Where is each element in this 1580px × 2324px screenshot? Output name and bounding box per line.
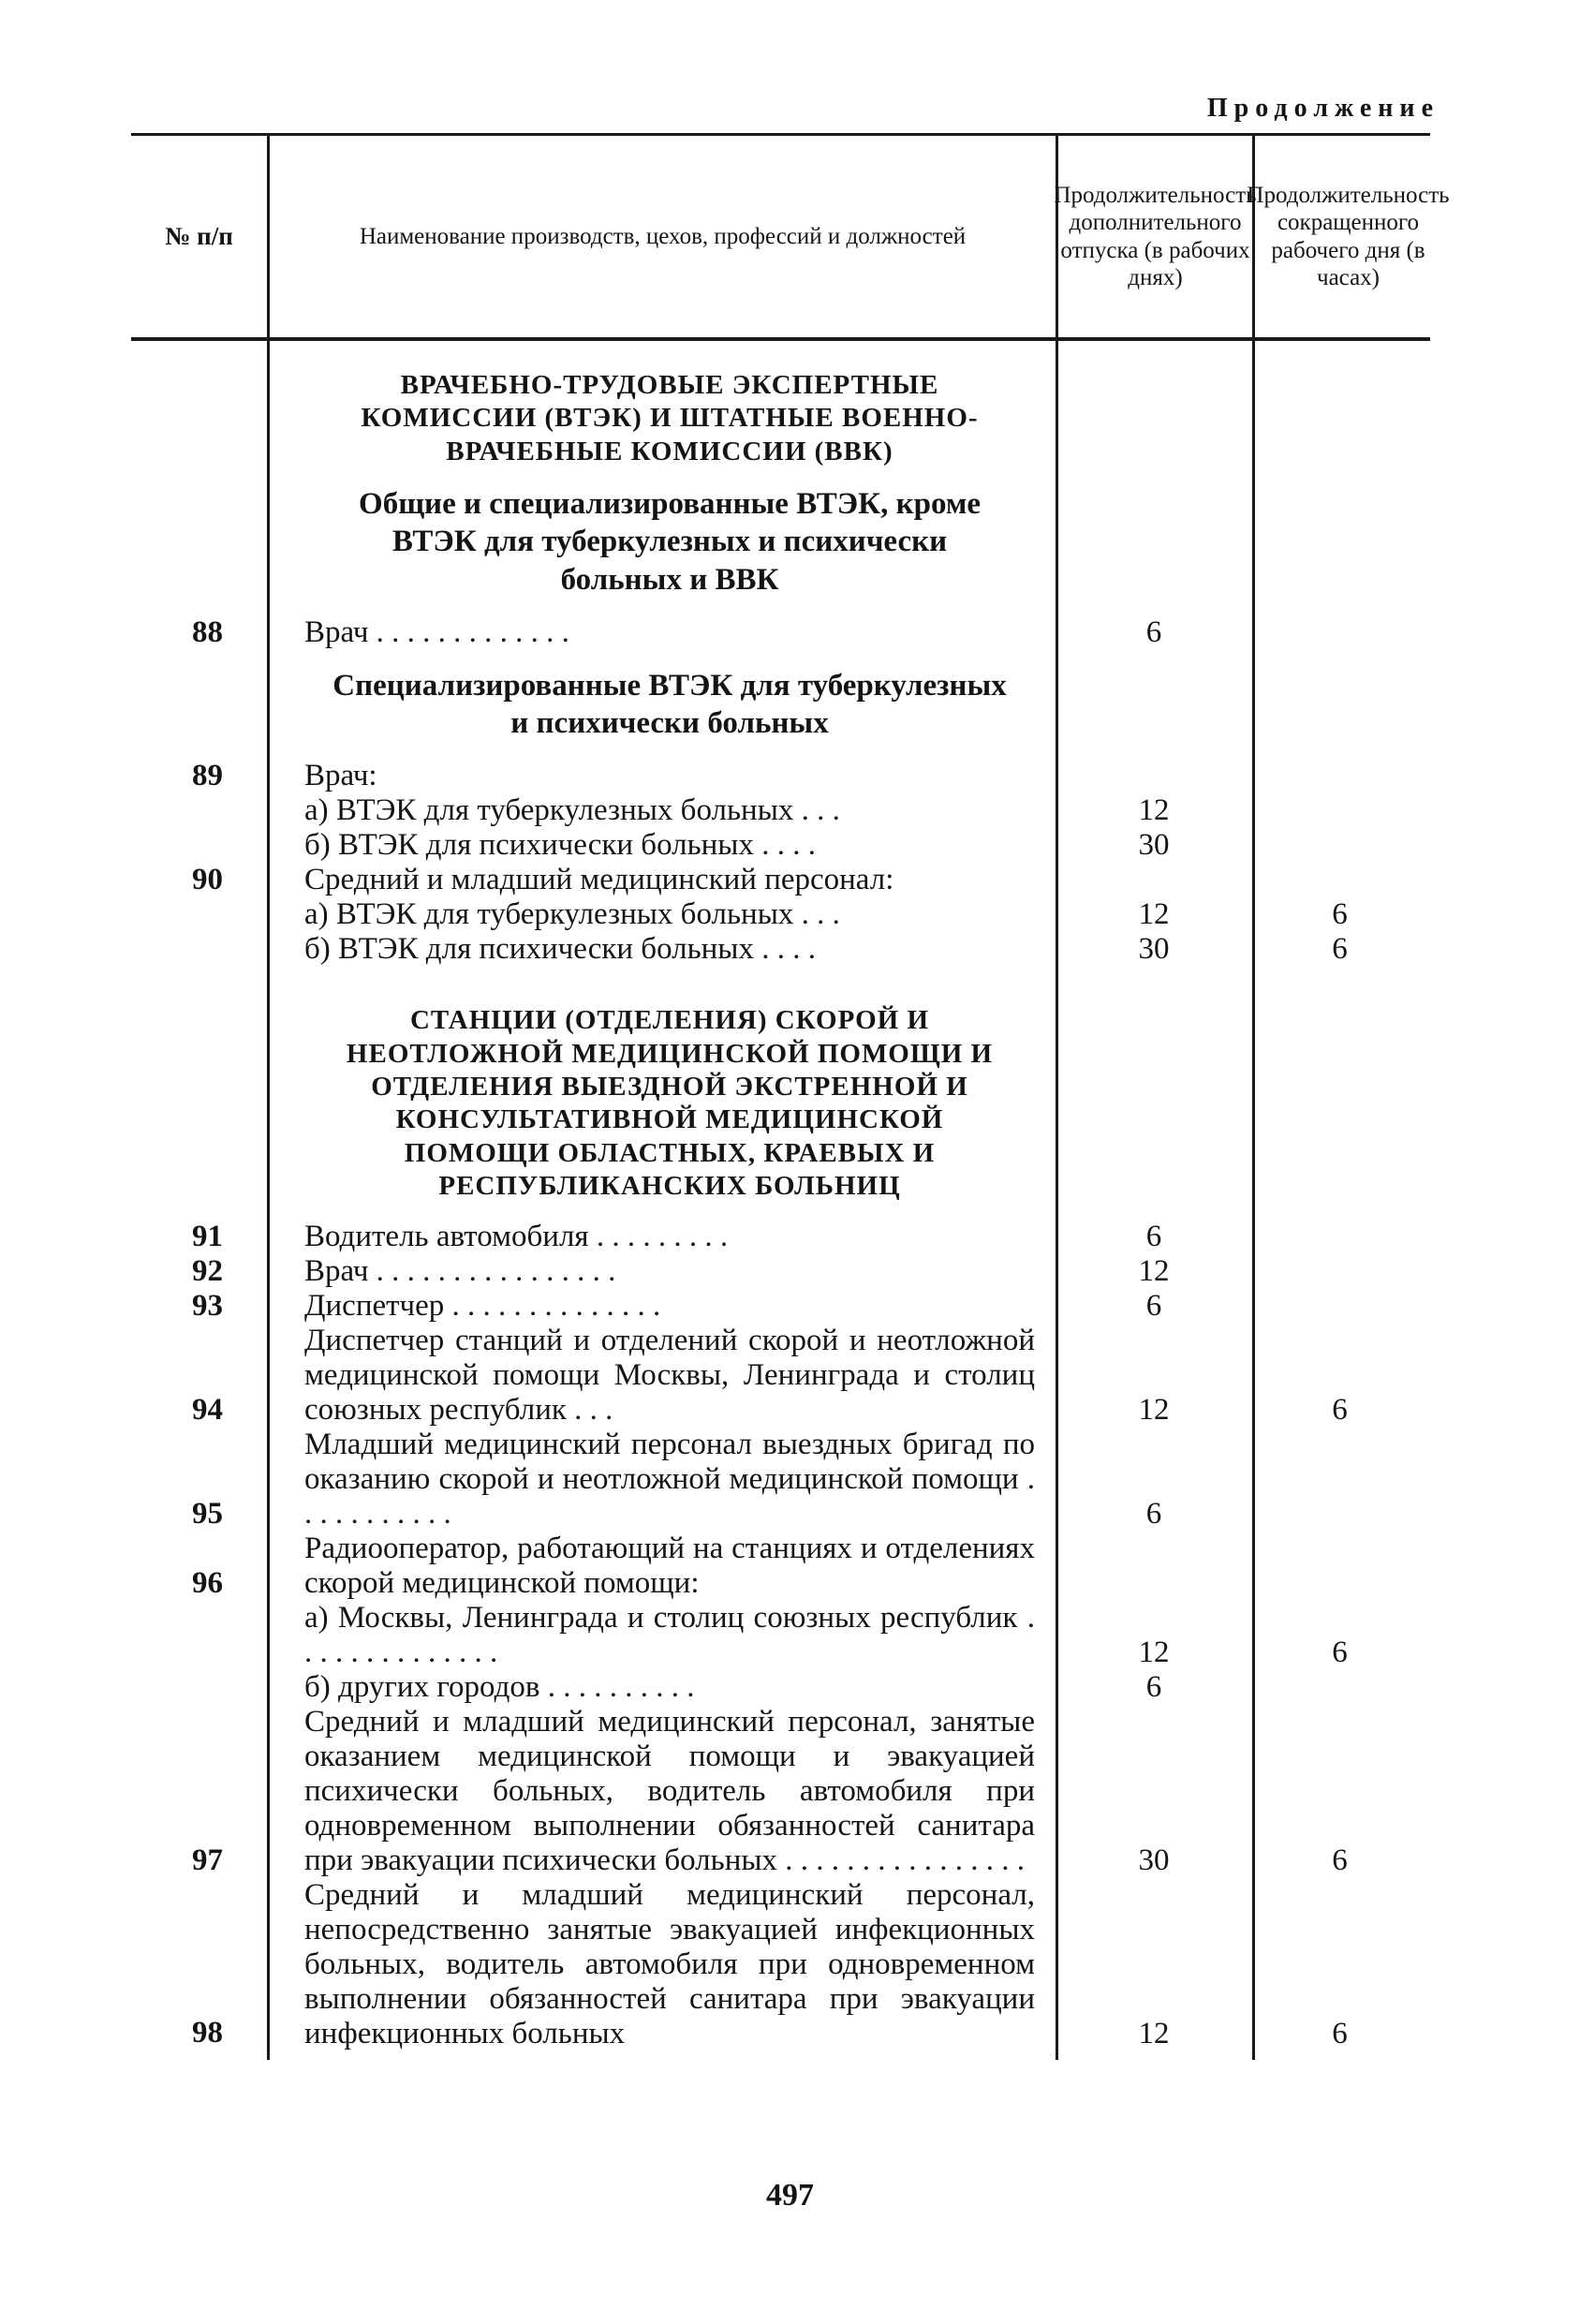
table-row xyxy=(131,1254,1430,1289)
row-number: 90 xyxy=(192,863,223,897)
table-row xyxy=(131,1289,1430,1324)
extra-leave-value: 12 xyxy=(1138,1254,1170,1289)
row-number: 94 xyxy=(192,1393,223,1428)
table-row xyxy=(131,1203,1430,1254)
row-text: б) ВТЭК для психически больных . . . . xyxy=(304,828,816,863)
extra-leave-value: 6 xyxy=(1145,614,1162,649)
extra-leave-value: 30 xyxy=(1138,932,1170,967)
extra-leave-value: 6 xyxy=(1145,1669,1162,1704)
row-text: б) других городов . . . . . . . . . . xyxy=(304,1669,695,1704)
header-name: Наименование производств, цехов, профессий и должностей xyxy=(267,136,1058,337)
row-text: Средний и младший медицинский персонал, непосредственно занятые эвакуацией инфекционных больных, водитель автомобиля при одновременном выполнении обязанностей санитара при эвакуации инфекционных больных xyxy=(304,1877,1035,2050)
row-text: Диспетчер . . . . . . . . . . . . . . xyxy=(304,1289,661,1324)
row-text: Водитель автомобиля . . . . . . . . . xyxy=(304,1220,729,1254)
section-title: СТАНЦИИ (ОТДЕЛЕНИЯ) СКОРОЙ И НЕОТЛОЖНОЙ МЕДИЦИНСКОЙ ПОМОЩИ И ОТДЕЛЕНИЯ ВЫЕЗДНОЙ ЭКСТРЕННОЙ И КОНСУЛЬТАТИВНОЙ МЕДИЦИНСКОЙ ПОМОЩИ ОБЛАСТНЫХ, КРАЕВЫХ И РЕСПУБЛИКАНСКИХ БОЛЬНИЦ xyxy=(346,1005,994,1202)
row-text: а) ВТЭК для туберкулезных больных . . . xyxy=(304,793,840,828)
header-num: № п/п xyxy=(165,221,233,250)
row-number: 89 xyxy=(192,759,223,793)
subsection-title: Общие и специализированные ВТЭК, кроме ВТЭК для туберкулезных и психически больных и ВВК xyxy=(359,487,981,597)
table-row xyxy=(131,897,1430,932)
row-number: 95 xyxy=(192,1497,223,1532)
short-day-value: 6 xyxy=(1332,932,1348,967)
table-row xyxy=(131,828,1430,863)
continuation-label: Продолжение xyxy=(1206,94,1440,123)
row-text: Средний и младший медицинский персонал: xyxy=(304,863,894,897)
row-text: Врач: xyxy=(304,759,377,793)
row-text: Средний и младший медицинский персонал, занятые оказанием медицинской помощи и эвакуацией психически больных, водитель автомобиля при одновременном выполнении обязанностей санитара при эвакуации психически больных . . . . . . . . . . . . . . . . xyxy=(304,1704,1035,1877)
extra-leave-value: 6 xyxy=(1145,1289,1162,1324)
row-text: Врач . . . . . . . . . . . . . . . . xyxy=(304,1254,616,1289)
table-rows xyxy=(131,341,1430,2060)
table-row xyxy=(131,1324,1430,1428)
subsection-heading-row xyxy=(131,650,1430,743)
extra-leave-value: 12 xyxy=(1138,2016,1170,2050)
table-row xyxy=(131,1705,1430,1878)
extra-leave-value: 6 xyxy=(1145,1220,1162,1254)
page-number: 497 xyxy=(766,2178,814,2213)
professions-table xyxy=(131,133,1450,2060)
short-day-value: 6 xyxy=(1332,1636,1348,1670)
extra-leave-value: 6 xyxy=(1145,1497,1162,1532)
table-body xyxy=(131,341,1430,2060)
column-rule xyxy=(1252,341,1255,2060)
table-row xyxy=(131,1670,1430,1705)
table-row xyxy=(131,793,1430,828)
row-number: 98 xyxy=(192,2016,223,2050)
extra-leave-value: 12 xyxy=(1138,793,1170,828)
row-text: Диспетчер станций и отделений скорой и неотложной медицинской помощи Москвы, Ленинграда и столиц союзных республик . . . xyxy=(304,1324,1035,1428)
row-text: Младший медицинский персонал выездных бригад по оказанию скорой и неотложной медицинской помощи . . . . . . . . . . . xyxy=(304,1428,1035,1532)
short-day-value: 6 xyxy=(1332,897,1348,932)
table-row xyxy=(131,1601,1430,1670)
table-row xyxy=(131,1532,1430,1601)
column-rule xyxy=(1056,341,1058,2060)
column-rule xyxy=(267,341,270,2060)
header-extra-leave: Продолжительность дополнительного отпуска (в рабочих днях) xyxy=(1058,136,1255,337)
subsection-title: Специализированные ВТЭК для туберкулезных и психически больных xyxy=(332,668,1007,741)
table-row xyxy=(131,742,1430,793)
extra-leave-value: 12 xyxy=(1138,1636,1170,1670)
row-number: 96 xyxy=(192,1566,223,1601)
header-short-day: Продолжительность сокращенного рабочего дня (в часах) xyxy=(1247,182,1450,290)
table-row xyxy=(131,1878,1430,2051)
section-title: ВРАЧЕБНО-ТРУДОВЫЕ ЭКСПЕРТНЫЕ КОМИССИИ (ВТЭК) И ШТАТНЫЕ ВОЕННО-ВРАЧЕБНЫЕ КОМИССИИ (ВВК) xyxy=(361,370,979,466)
row-number: 91 xyxy=(192,1220,223,1254)
table-row xyxy=(131,863,1430,897)
extra-leave-value: 30 xyxy=(1138,828,1170,863)
table-header xyxy=(131,136,1450,337)
row-text: а) Москвы, Ленинграда и столиц союзных республик . . . . . . . . . . . . . . xyxy=(304,1601,1035,1670)
row-text: Врач . . . . . . . . . . . . . xyxy=(304,614,569,649)
table-row xyxy=(131,1428,1430,1532)
row-text: Радиооператор, работающий на станциях и отделениях скорой медицинской помощи: xyxy=(304,1532,1035,1601)
extra-leave-value: 12 xyxy=(1138,897,1170,932)
section-heading-row xyxy=(131,341,1430,468)
row-number: 88 xyxy=(192,614,223,649)
short-day-value: 6 xyxy=(1332,2016,1348,2050)
extra-leave-value: 30 xyxy=(1138,1843,1170,1877)
section-heading-row xyxy=(131,967,1430,1203)
table-row xyxy=(131,599,1430,650)
row-number: 97 xyxy=(192,1843,223,1877)
row-text: а) ВТЭК для туберкулезных больных . . . xyxy=(304,897,840,932)
row-number: 92 xyxy=(192,1254,223,1289)
short-day-value: 6 xyxy=(1332,1393,1348,1428)
extra-leave-value: 12 xyxy=(1138,1393,1170,1428)
row-number: 93 xyxy=(192,1289,223,1324)
subsection-heading-row xyxy=(131,468,1430,599)
row-text: б) ВТЭК для психически больных . . . . xyxy=(304,932,816,967)
table-row xyxy=(131,932,1430,967)
short-day-value: 6 xyxy=(1332,1843,1348,1877)
